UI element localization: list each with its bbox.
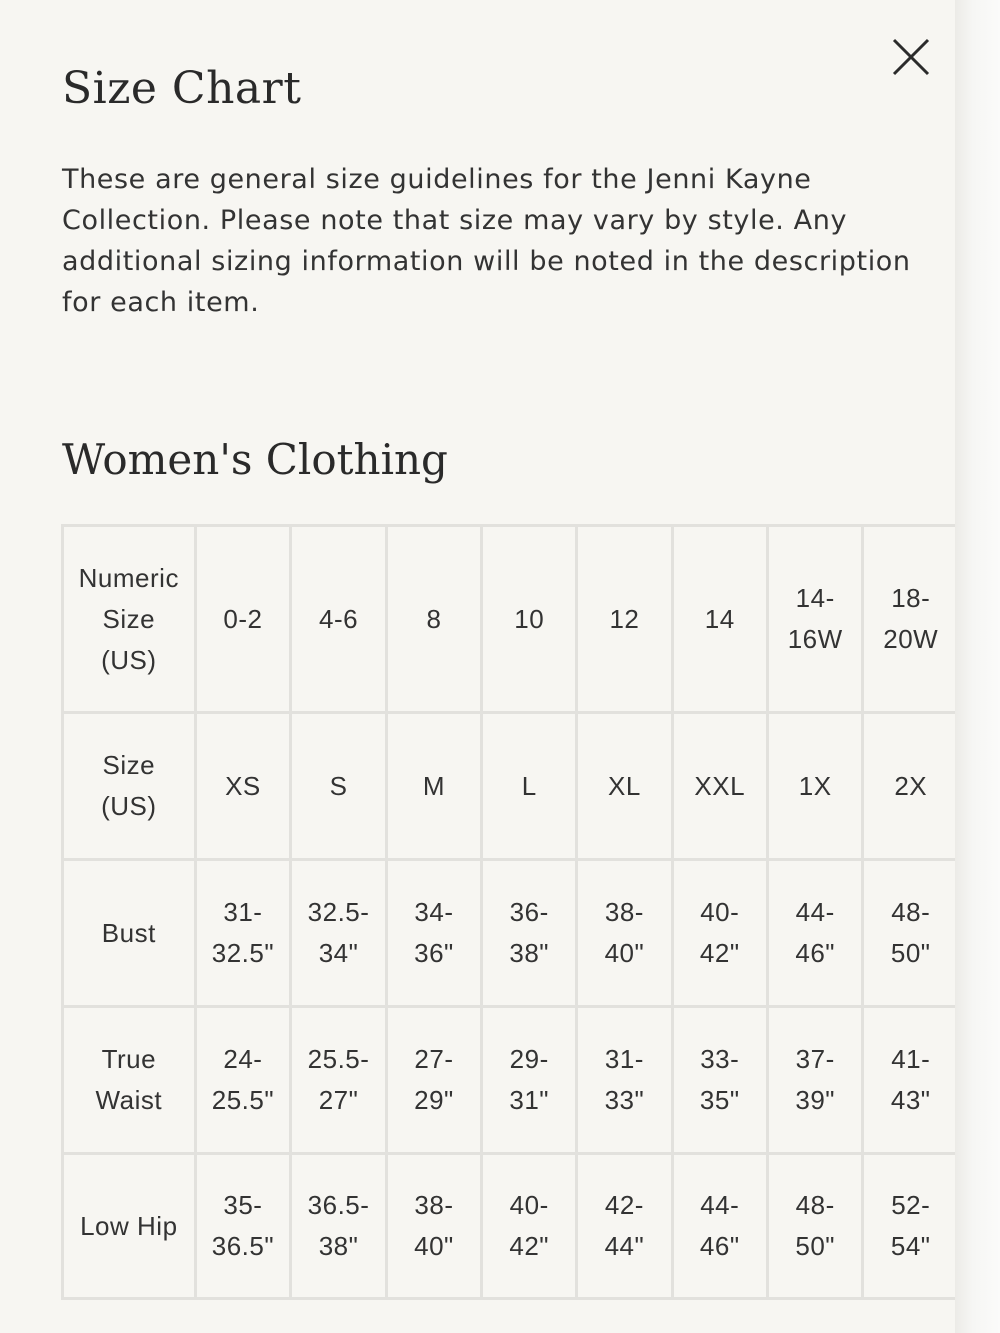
table-cell: 14- 16W [767, 526, 862, 713]
row-label: Bust [63, 860, 196, 1007]
row-label: Numeric Size (US) [63, 526, 196, 713]
table-cell: 40- 42" [482, 1154, 577, 1299]
table-row-low-hip [63, 1154, 959, 1299]
size-table [61, 524, 960, 1300]
row-label: True Waist [63, 1007, 196, 1154]
table-cell: 41- 43" [863, 1007, 959, 1154]
section-title: Women's Clothing [62, 435, 448, 484]
table-cell: 2X [863, 713, 959, 860]
table-cell: 48- 50" [863, 860, 959, 1007]
table-cell: 32.5- 34" [291, 860, 387, 1007]
size-guidelines-text: These are general size guidelines for the Jenni Kayne Collection. Please note that size may vary by style. Any additional sizing information will be noted in the description for each item. [62, 164, 911, 318]
table-row-size [63, 713, 959, 860]
close-icon [888, 34, 934, 80]
row-label: Size (US) [63, 713, 196, 860]
table-cell: 25.5- 27" [291, 1007, 387, 1154]
row-label: Low Hip [63, 1154, 196, 1299]
table-cell: 10 [482, 526, 577, 713]
table-cell: 38- 40" [577, 860, 672, 1007]
page-edge-shadow [955, 0, 1000, 1333]
table-row-bust [63, 860, 959, 1007]
table-cell: 35- 36.5" [195, 1154, 291, 1299]
table-cell: XS [195, 713, 291, 860]
table-cell: 37- 39" [767, 1007, 862, 1154]
table-cell: S [291, 713, 387, 860]
table-cell: 44- 46" [672, 1154, 767, 1299]
table-cell: 36- 38" [482, 860, 577, 1007]
table-cell: 12 [577, 526, 672, 713]
table-cell: 8 [386, 526, 481, 713]
table-cell: XL [577, 713, 672, 860]
table-cell: 33- 35" [672, 1007, 767, 1154]
table-cell: 36.5- 38" [291, 1154, 387, 1299]
table-cell: 31- 32.5" [195, 860, 291, 1007]
table-cell: 24- 25.5" [195, 1007, 291, 1154]
table-cell: 42- 44" [577, 1154, 672, 1299]
table-cell: 18- 20W [863, 526, 959, 713]
table-cell: 34- 36" [386, 860, 481, 1007]
table-cell: L [482, 713, 577, 860]
table-cell: XXL [672, 713, 767, 860]
table-cell: 4-6 [291, 526, 387, 713]
table-cell: 48- 50" [767, 1154, 862, 1299]
table-cell: 31- 33" [577, 1007, 672, 1154]
table-cell: 1X [767, 713, 862, 860]
modal-title: Size Chart [62, 63, 302, 114]
table-cell: 52- 54" [863, 1154, 959, 1299]
table-cell: 38- 40" [386, 1154, 481, 1299]
table-row-true-waist [63, 1007, 959, 1154]
table-cell: 29- 31" [482, 1007, 577, 1154]
table-cell: 44- 46" [767, 860, 862, 1007]
table-cell: 40- 42" [672, 860, 767, 1007]
table-cell: 27- 29" [386, 1007, 481, 1154]
close-button[interactable] [888, 34, 934, 80]
table-cell: M [386, 713, 481, 860]
table-cell: 0-2 [195, 526, 291, 713]
table-row-numeric-size [63, 526, 959, 713]
table-cell: 14 [672, 526, 767, 713]
